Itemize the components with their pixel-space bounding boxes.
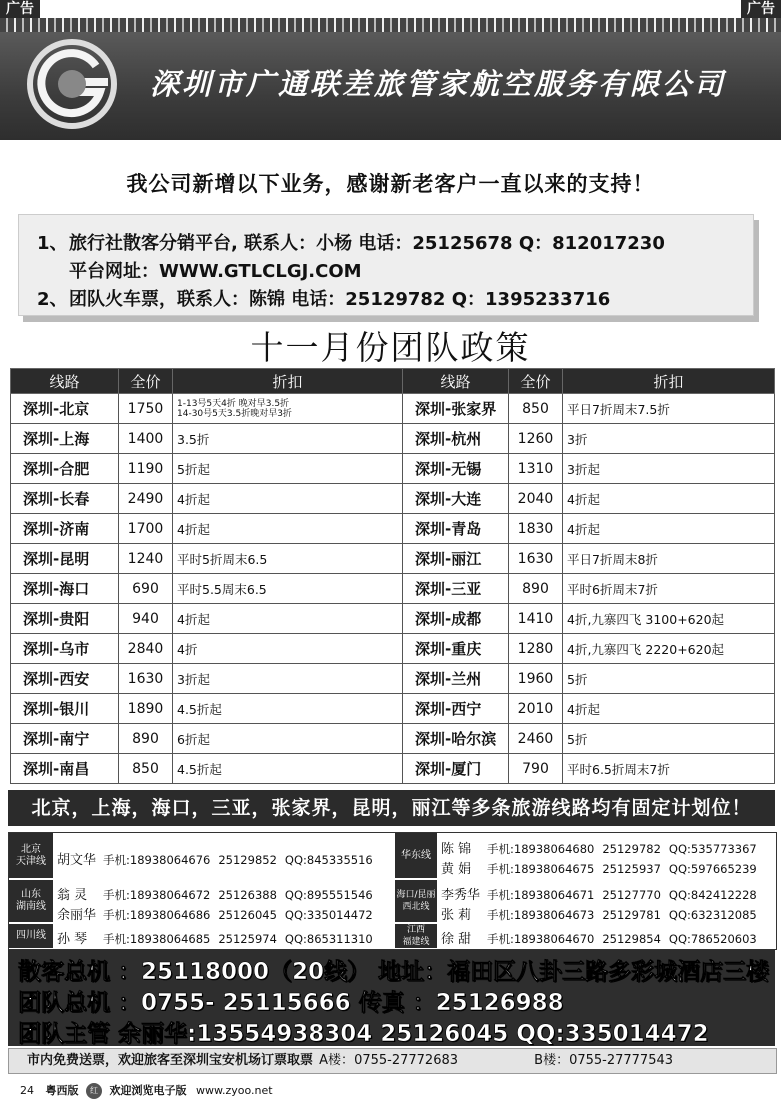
- route-left: 深圳-南昌: [11, 754, 119, 784]
- header-discount: 折扣: [563, 369, 775, 394]
- price-right: 1410: [509, 604, 563, 634]
- route-left: 深圳-西安: [11, 664, 119, 694]
- discount-left: 1-13号5天4折 晚对早3.5折 14-30号5天3.5折晚对早3折: [173, 394, 403, 424]
- route-left: 深圳-北京: [11, 394, 119, 424]
- route-right: 深圳-重庆: [403, 634, 509, 664]
- page-footer: [20, 1082, 273, 1099]
- fixed-seats-banner: 北京，上海，海口，三亚，张家界，昆明，丽江等多条旅游线路均有固定计划位！: [8, 790, 775, 826]
- route-left: 深圳-南宁: [11, 724, 119, 754]
- contact-row: 张 莉 手机:18938064673 25129781 QQ:632312085: [441, 908, 757, 923]
- discount-left: 4.5折起: [173, 694, 403, 724]
- contact-group-tag: 江西 福建线: [395, 924, 437, 948]
- route-left: 深圳-乌市: [11, 634, 119, 664]
- discount-left: 4折起: [173, 514, 403, 544]
- hotline-group: 团队总机 ：0755- 25115666 传真 ：25126988: [18, 990, 564, 1016]
- price-left: 2840: [119, 634, 173, 664]
- price-right: 2460: [509, 724, 563, 754]
- discount-right: 4折起: [563, 694, 775, 724]
- hotline-individual: 散客总机 ：25118000（20线） 地址：福田区八卦三路多彩城酒店三楼: [18, 959, 770, 985]
- route-right: 深圳-三亚: [403, 574, 509, 604]
- price-right: 2010: [509, 694, 563, 724]
- price-left: 1240: [119, 544, 173, 574]
- discount-right: 4折起: [563, 514, 775, 544]
- price-right: 2040: [509, 484, 563, 514]
- route-right: 深圳-无锡: [403, 454, 509, 484]
- discount-right: 3折: [563, 424, 775, 454]
- route-right: 深圳-兰州: [403, 664, 509, 694]
- discount-right: 3折起: [563, 454, 775, 484]
- ticket-strip: [8, 1048, 777, 1074]
- discount-left: 3.5折: [173, 424, 403, 454]
- discount-left: 4.5折起: [173, 754, 403, 784]
- contact-row: 翁 灵 手机:18938064672 25126388 QQ:895551546: [57, 888, 373, 903]
- contact-row: 孙 琴 手机:18938064685 25125974 QQ:865311310: [57, 932, 373, 947]
- discount-left: 4折起: [173, 484, 403, 514]
- header-price: 全价: [119, 369, 173, 394]
- header-route: 线路: [403, 369, 509, 394]
- price-right: 1310: [509, 454, 563, 484]
- ticket-strip-text: 市内免费送票，欢迎旅客至深圳宝安机场订票取票: [27, 1053, 314, 1068]
- discount-left: 5折起: [173, 454, 403, 484]
- contact-group-tag: 北京 天津线: [9, 833, 53, 878]
- policy-title: 十一月份团队政策: [250, 328, 531, 367]
- header-route: 线路: [11, 369, 119, 394]
- edition-label: 粤西版: [45, 1084, 79, 1097]
- price-left: 2490: [119, 484, 173, 514]
- discount-right: 平时6折周末7折: [563, 574, 775, 604]
- discount-right: 平日7折周末8折: [563, 544, 775, 574]
- price-left: 1890: [119, 694, 173, 724]
- route-right: 深圳-杭州: [403, 424, 509, 454]
- rate-row: [11, 424, 775, 454]
- price-left: 1190: [119, 454, 173, 484]
- route-right: 深圳-大连: [403, 484, 509, 514]
- price-left: 690: [119, 574, 173, 604]
- price-left: 940: [119, 604, 173, 634]
- rate-row: [11, 694, 775, 724]
- route-left: 深圳-昆明: [11, 544, 119, 574]
- contact-row: 李秀华 手机:18938064671 25127770 QQ:842412228: [441, 888, 757, 903]
- price-left: 890: [119, 724, 173, 754]
- route-right: 深圳-张家界: [403, 394, 509, 424]
- price-right: 1630: [509, 544, 563, 574]
- service-1: [37, 229, 665, 255]
- decorative-border: [0, 18, 781, 32]
- discount-right: 平时6.5折周末7折: [563, 754, 775, 784]
- rate-row: [11, 454, 775, 484]
- price-right: 790: [509, 754, 563, 784]
- service-2-text: 团队火车票，联系人：陈锦 电话：25129782 Q：1395233716: [69, 289, 611, 310]
- discount-right: 5折: [563, 724, 775, 754]
- ad-tag-left: 广告: [0, 0, 40, 18]
- route-right: 深圳-成都: [403, 604, 509, 634]
- contact-group-tag: 海口/昆丽 西北线: [395, 880, 437, 922]
- route-left: 深圳-海口: [11, 574, 119, 604]
- route-left: 深圳-合肥: [11, 454, 119, 484]
- rate-row: [11, 754, 775, 784]
- discount-left: 6折起: [173, 724, 403, 754]
- header-discount: 折扣: [173, 369, 403, 394]
- discount-left: 平时5折周末6.5: [173, 544, 403, 574]
- price-left: 1630: [119, 664, 173, 694]
- contact-row: 徐 甜 手机:18938064670 25129854 QQ:786520603: [441, 932, 757, 947]
- page-number: 24: [20, 1084, 34, 1097]
- service-2: [37, 285, 610, 311]
- price-right: 1960: [509, 664, 563, 694]
- price-right: 1280: [509, 634, 563, 664]
- route-right: 深圳-哈尔滨: [403, 724, 509, 754]
- discount-left: 4折: [173, 634, 403, 664]
- terminal-b-phone: 0755-27777543: [569, 1053, 674, 1068]
- contacts-panel: [8, 832, 777, 950]
- rate-row: [11, 664, 775, 694]
- route-right: 深圳-西宁: [403, 694, 509, 724]
- hotline-band: [8, 950, 775, 1046]
- route-right: 深圳-青岛: [403, 514, 509, 544]
- rate-row: [11, 394, 775, 424]
- discount-right: 平日7折周末7.5折: [563, 394, 775, 424]
- welcome-text: 欢迎浏览电子版: [109, 1084, 187, 1097]
- price-right: 1260: [509, 424, 563, 454]
- contact-row: 黄 娟 手机:18938064675 25125937 QQ:597665239: [441, 862, 757, 877]
- rate-row: [11, 724, 775, 754]
- company-name: 深圳市广通联差旅管家航空服务有限公司: [150, 67, 727, 101]
- rate-row: [11, 604, 775, 634]
- discount-right: 5折: [563, 664, 775, 694]
- discount-right: 4折,九寨四飞 3100+620起: [563, 604, 775, 634]
- ad-tag-right: 广告: [741, 0, 781, 18]
- price-left: 1400: [119, 424, 173, 454]
- route-left: 深圳-长春: [11, 484, 119, 514]
- price-left: 1750: [119, 394, 173, 424]
- price-right: 1830: [509, 514, 563, 544]
- rate-row: [11, 634, 775, 664]
- rate-row: [11, 544, 775, 574]
- price-right: 850: [509, 394, 563, 424]
- rates-table: [10, 368, 775, 784]
- service-1-text: 旅行社散客分销平台, 联系人：小杨 电话：25125678 Q：812017230: [69, 233, 665, 254]
- hotline-manager: 团队主管 余丽华:13554938304 25126045 QQ:335014472: [18, 1021, 709, 1047]
- discount-right: 4折起: [563, 484, 775, 514]
- contact-group-tag: 山东 湖南线: [9, 880, 53, 922]
- header-price: 全价: [509, 369, 563, 394]
- discount-left: 4折起: [173, 604, 403, 634]
- terminal-b-label: B楼：: [534, 1053, 570, 1068]
- contact-group-tag: 华东线: [395, 833, 437, 878]
- route-right: 深圳-丽江: [403, 544, 509, 574]
- discount-left: 平时5.5周末6.5: [173, 574, 403, 604]
- company-logo-icon: [26, 38, 118, 130]
- service-2-number: 2、: [37, 289, 68, 310]
- route-left: 深圳-上海: [11, 424, 119, 454]
- route-left: 深圳-济南: [11, 514, 119, 544]
- terminal-a-phone: 0755-27772683: [354, 1053, 459, 1068]
- discount-right: 4折,九寨四飞 2220+620起: [563, 634, 775, 664]
- contact-row: 余丽华 手机:18938064686 25126045 QQ:335014472: [57, 908, 373, 923]
- route-left: 深圳-银川: [11, 694, 119, 724]
- service-1-site: 平台网址：WWW.GTLCLGJ.COM: [69, 261, 362, 282]
- price-left: 850: [119, 754, 173, 784]
- website-link[interactable]: www.zyoo.net: [196, 1084, 273, 1097]
- rates-header-row: [11, 369, 775, 394]
- contact-row: 陈 锦 手机:18938064680 25129782 QQ:535773367: [441, 842, 757, 857]
- price-left: 1700: [119, 514, 173, 544]
- new-business-headline: 我公司新增以下业务，感谢新老客户一直以来的支持！: [126, 172, 655, 196]
- rate-row: [11, 514, 775, 544]
- rate-row: [11, 484, 775, 514]
- price-right: 890: [509, 574, 563, 604]
- route-right: 深圳-厦门: [403, 754, 509, 784]
- publication-logo-icon: 红: [86, 1083, 102, 1099]
- discount-left: 3折起: [173, 664, 403, 694]
- rate-row: [11, 574, 775, 604]
- contact-row: 胡文华 手机:18938064676 25129852 QQ:845335516: [57, 853, 373, 868]
- service-1-number: 1、: [37, 233, 68, 254]
- services-box: [18, 214, 754, 316]
- contact-group-tag: 四川线: [9, 924, 53, 948]
- route-left: 深圳-贵阳: [11, 604, 119, 634]
- terminal-a-label: A楼：: [319, 1053, 355, 1068]
